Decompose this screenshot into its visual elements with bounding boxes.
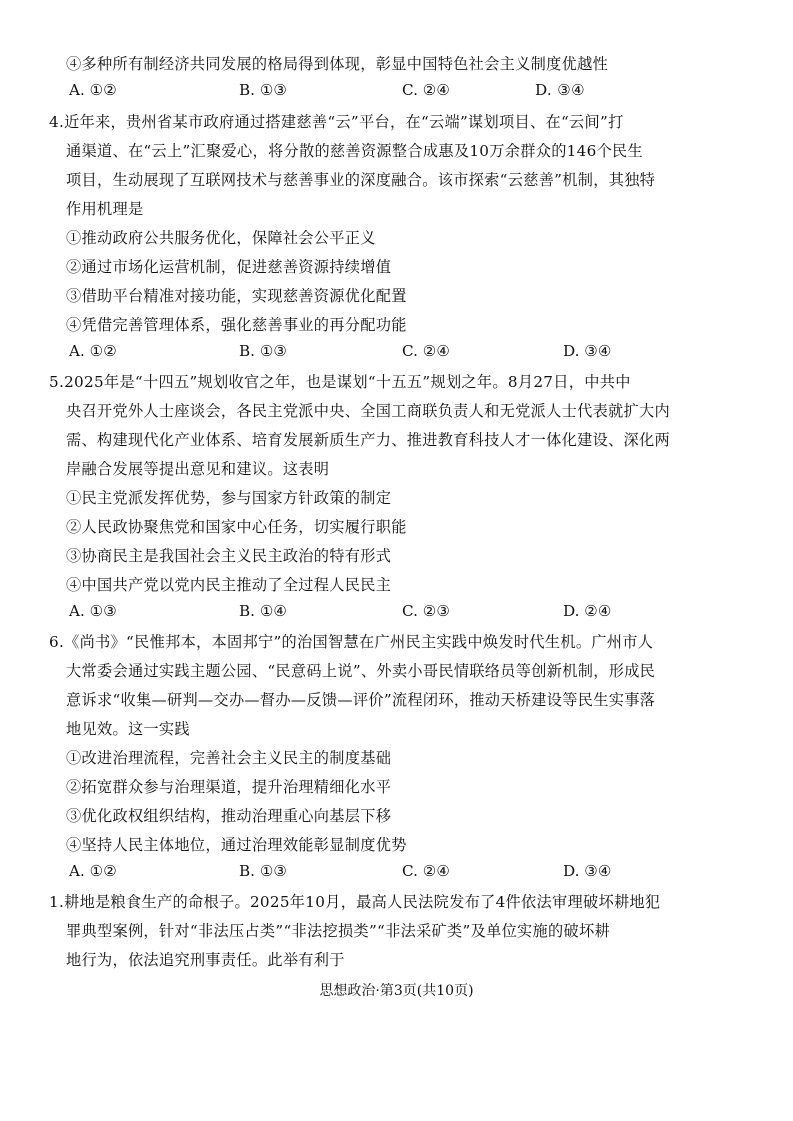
q7-stem-line-2: 罪典型案例，针对“非法压占类”“非法挖损类”“非法采矿类”及单位实施的破坏耕 (66, 922, 610, 940)
q4-item-3: ③借助平台精准对接功能，实现慈善资源优化配置 (66, 287, 407, 305)
q4-item-2: ②通过市场化运营机制，促进慈善资源持续增值 (66, 258, 392, 276)
q3-option-a: A. ①② (69, 81, 117, 99)
q4-stem-line-4: 作用机理是 (66, 200, 144, 218)
q5-item-1: ①民主党派发挥优势，参与国家方针政策的制定 (66, 489, 392, 507)
q6-stem-line-2: 大常委会通过实践主题公园、“民意码上说”、外卖小哥民情联络员等创新机制，形成民 (66, 662, 656, 680)
q6-stem-line-3: 意诉求“收集—研判—交办—督办—反馈—评价”流程闭环，推动天桥建设等民生实事落 (66, 691, 656, 709)
q5-options (69, 601, 669, 621)
q4-option-a: A. ①② (69, 342, 117, 360)
q5-stem-line-4: 岸融合发展等提出意见和建议。这表明 (66, 460, 330, 478)
q4-stem-line-1: 4.近年来，贵州省某市政府通过搭建慈善“云”平台，在“云端”谋划项目、在“云间”打 (49, 113, 624, 131)
q3-option-b: B. ①③ (239, 81, 288, 99)
q6-stem-line-1: 6.《尚书》“民惟邦本，本固邦宁”的治国智慧在广州民主实践中焕发时代生机。广州市人 (49, 633, 654, 651)
q6-option-a: A. ①② (69, 862, 117, 880)
q4-option-d: D. ③④ (563, 342, 612, 360)
q6-item-4: ④坚持人民主体地位，通过治理效能彰显制度优势 (66, 836, 407, 854)
q4-stem-line-3: 项目，生动展现了互联网技术与慈善事业的深度融合。该市探索“云慈善”机制，其独特 (66, 171, 656, 189)
q5-option-d: D. ②④ (563, 602, 612, 620)
q4-item-1: ①推动政府公共服务优化，保障社会公平正义 (66, 229, 376, 247)
q5-stem-line-1: 5.2025年是“十四五”规划收官之年，也是谋划“十五五”规划之年。8月27日，中共中 (49, 373, 631, 391)
q6-item-3: ③优化政权组织结构，推动治理重心向基层下移 (66, 807, 392, 825)
q7-stem-line-3: 地行为，依法追究刑事责任。此举有利于 (66, 951, 345, 969)
q4-option-c: C. ②④ (402, 342, 450, 360)
q6-item-2: ②拓宽群众参与治理渠道，提升治理精细化水平 (66, 778, 392, 796)
q4-option-b: B. ①③ (239, 342, 288, 360)
q5-option-a: A. ①③ (69, 602, 117, 620)
q6-option-c: C. ②④ (402, 862, 450, 880)
q3-item-4: ④多种所有制经济共同发展的格局得到体现，彰显中国特色社会主义制度优越性 (66, 55, 609, 73)
q4-stem-line-2: 通渠道、在“云上”汇聚爱心，将分散的慈善资源整合成惠及10万余群众的146个民生 (66, 142, 644, 160)
q5-stem-line-3: 需、构建现代化产业体系、培育发展新质生产力、推进教育科技人才一体化建设、深化两 (66, 431, 671, 449)
q5-item-4: ④中国共产党以党内民主推动了全过程人民民主 (66, 576, 392, 594)
q5-stem-line-2: 央召开党外人士座谈会，各民主党派中央、全国工商联负责人和无党派人士代表就扩大内 (66, 402, 671, 420)
q5-option-b: B. ①④ (239, 602, 288, 620)
q7-stem-line-1: 1.耕地是粮食生产的命根子。2025年10月，最高人民法院发布了4件依法审理破坏耕地犯 (49, 893, 661, 911)
page-footer: 思想政治·第3页(共10页) (319, 983, 474, 999)
q6-option-d: D. ③④ (563, 862, 612, 880)
q3-option-d: D. ③④ (535, 81, 586, 99)
q6-stem-line-4: 地见效。这一实践 (66, 720, 190, 738)
q5-option-c: C. ②③ (402, 602, 450, 620)
q5-item-3: ③协商民主是我国社会主义民主政治的特有形式 (66, 547, 392, 565)
q6-item-1: ①改进治理流程，完善社会主义民主的制度基础 (66, 749, 392, 767)
q3-option-c: C. ②④ (402, 81, 450, 99)
q4-item-4: ④凭借完善管理体系，强化慈善事业的再分配功能 (66, 316, 407, 334)
q6-options (69, 861, 669, 881)
q5-item-2: ②人民政协聚焦党和国家中心任务，切实履行职能 (66, 518, 407, 536)
q4-options (69, 341, 669, 361)
q6-option-b: B. ①③ (239, 862, 288, 880)
